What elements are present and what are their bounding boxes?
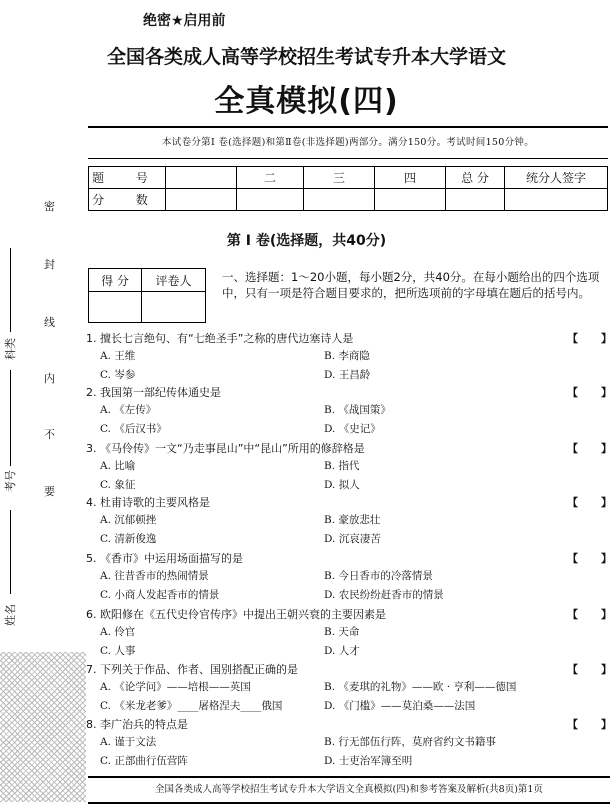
- bracket-left: 【: [567, 332, 578, 345]
- question-stem: 2. 我国第一部纪传体通史是: [86, 386, 221, 399]
- grader-table: [88, 268, 206, 323]
- bracket-left: 【: [567, 386, 578, 399]
- seal-char: 密: [44, 200, 55, 213]
- bracket-right: 】: [601, 442, 612, 455]
- bracket-left: 【: [567, 663, 578, 676]
- grader-sign-cell[interactable]: [142, 292, 206, 323]
- exam-title: 全国各类成人高等学校招生考试专升本大学语文: [106, 46, 506, 68]
- option-c[interactable]: C. 《后汉书》: [100, 423, 167, 435]
- side-label-category: 科类: [4, 338, 17, 360]
- bracket-right: 】: [601, 718, 612, 731]
- score-table: [88, 166, 608, 211]
- grader-label: 评卷人: [142, 269, 206, 292]
- option-c[interactable]: C. 人事: [100, 645, 136, 657]
- seal-char: 不: [44, 428, 55, 441]
- score-cell[interactable]: [375, 189, 446, 211]
- option-c[interactable]: C. 正部曲行伍营阵: [100, 755, 188, 767]
- option-c[interactable]: C. 岑参: [100, 369, 136, 381]
- seal-char: 封: [44, 258, 55, 271]
- option-a[interactable]: A. 沉郁顿挫: [100, 514, 157, 526]
- side-fill-line: [10, 370, 11, 466]
- option-a[interactable]: A. 比喻: [100, 460, 136, 472]
- score-cell[interactable]: [505, 189, 608, 211]
- exam-notice: 本试卷分第Ⅰ 卷(选择题)和第Ⅱ卷(非选择题)两部分。满分150分。考试时间150分钟。: [88, 126, 608, 159]
- section-instruction: 一、选择题：1～20小题，每小题2分，共40分。在每小题给出的四个选项中，只有一项是符合题目要求的，把所选项前的字母填在题后的括号内。: [222, 270, 600, 300]
- option-a[interactable]: A. 谨于文法: [100, 736, 157, 748]
- page-footer: 全国各类成人高等学校招生考试专升本大学语文全真模拟(四)和参考答案及解析(共8页)第1页: [88, 776, 610, 804]
- score-col-4: 四: [375, 167, 446, 189]
- option-b[interactable]: B. 豪放悲壮: [324, 514, 381, 526]
- score-col-1: [166, 167, 237, 189]
- bracket-left: 【: [567, 552, 578, 565]
- score-col-total: 总 分: [446, 167, 505, 189]
- question-stem: 3. 《马伶传》一文“乃走事昆山”中“昆山”所用的修辞格是: [86, 442, 365, 455]
- bracket-right: 】: [601, 663, 612, 676]
- bracket-right: 】: [601, 552, 612, 565]
- question-stem: 5. 《香市》中运用场面描写的是: [86, 552, 243, 565]
- option-b[interactable]: B. 李商隐: [324, 350, 370, 362]
- option-c[interactable]: C. 小商人发起香市的情景: [100, 589, 220, 601]
- question-stem: 7. 下列关于作品、作者、国别搭配正确的是: [86, 663, 298, 676]
- question-stem: 6. 欧阳修在《五代史伶官传序》中提出王朝兴衰的主要因素是: [86, 608, 386, 621]
- confidential-mark: 绝密★启用前: [143, 13, 226, 29]
- question-stem: 4. 杜甫诗歌的主要风格是: [86, 496, 210, 509]
- option-a[interactable]: A. 往昔香市的热闹情景: [100, 570, 209, 582]
- side-fill-line: [10, 510, 11, 594]
- score-table-header: 题 号: [89, 167, 166, 189]
- seal-char: 线: [44, 316, 55, 329]
- option-d[interactable]: D. 王昌龄: [324, 369, 371, 381]
- option-c[interactable]: C. 《米龙老爹》____屠格涅夫____俄国: [100, 700, 283, 712]
- side-fill-line: [10, 248, 11, 332]
- bracket-left: 【: [567, 496, 578, 509]
- bracket-right: 】: [601, 496, 612, 509]
- score-col-signature: 统分人签字: [505, 167, 608, 189]
- score-row-label: 分 数: [89, 189, 166, 211]
- option-b[interactable]: B. 今日香市的冷落情景: [324, 570, 433, 582]
- option-b[interactable]: B. 《战国策》: [324, 404, 391, 416]
- score-col-2: 二: [237, 167, 304, 189]
- score-cell[interactable]: [446, 189, 505, 211]
- option-d[interactable]: D. 农民纷纷赶香市的情景: [324, 589, 444, 601]
- option-a[interactable]: A. 《左传》: [100, 404, 157, 416]
- side-label-name: 姓名: [4, 604, 17, 626]
- option-d[interactable]: D. 人才: [324, 645, 360, 657]
- seal-char: 内: [44, 372, 55, 385]
- bracket-right: 】: [601, 332, 612, 345]
- option-b[interactable]: B. 《麦琪的礼物》——欧 · 亨利——德国: [324, 681, 517, 693]
- score-cell[interactable]: [237, 189, 304, 211]
- bracket-left: 【: [567, 608, 578, 621]
- question-stem: 8. 李广治兵的特点是: [86, 718, 188, 731]
- option-a[interactable]: A. 伶官: [100, 626, 136, 638]
- option-d[interactable]: D. 《史记》: [324, 423, 381, 435]
- option-b[interactable]: B. 指代: [324, 460, 360, 472]
- option-c[interactable]: C. 象征: [100, 479, 136, 491]
- option-a[interactable]: A. 王维: [100, 350, 136, 362]
- grader-score-cell[interactable]: [89, 292, 142, 323]
- option-b[interactable]: B. 行无部伍行阵，莫府省约文书籍事: [324, 736, 496, 748]
- bracket-right: 】: [601, 608, 612, 621]
- bracket-right: 】: [601, 386, 612, 399]
- option-d[interactable]: D. 士吏治军簿至明: [324, 755, 413, 767]
- score-cell[interactable]: [304, 189, 375, 211]
- hatched-margin: [0, 652, 86, 802]
- score-cell[interactable]: [166, 189, 237, 211]
- option-d[interactable]: D. 拟人: [324, 479, 360, 491]
- question-stem: 1. 擅长七言绝句、有“七绝圣手”之称的唐代边塞诗人是: [86, 332, 354, 345]
- exam-subtitle: 全真模拟(四): [214, 84, 399, 119]
- section-title: 第 Ⅰ 卷(选择题，共40分): [226, 233, 387, 249]
- seal-char: 要: [44, 485, 55, 498]
- side-label-exam-number: 考号: [4, 470, 17, 492]
- bracket-left: 【: [567, 442, 578, 455]
- option-b[interactable]: B. 天命: [324, 626, 360, 638]
- score-col-3: 三: [304, 167, 375, 189]
- option-d[interactable]: D. 《门槛》——莫泊桑——法国: [324, 700, 476, 712]
- bracket-left: 【: [567, 718, 578, 731]
- grader-score-label: 得 分: [89, 269, 142, 292]
- option-d[interactable]: D. 沉哀凄苦: [324, 533, 381, 545]
- option-c[interactable]: C. 清新俊逸: [100, 533, 157, 545]
- option-a[interactable]: A. 《论学问》——培根——英国: [100, 681, 251, 693]
